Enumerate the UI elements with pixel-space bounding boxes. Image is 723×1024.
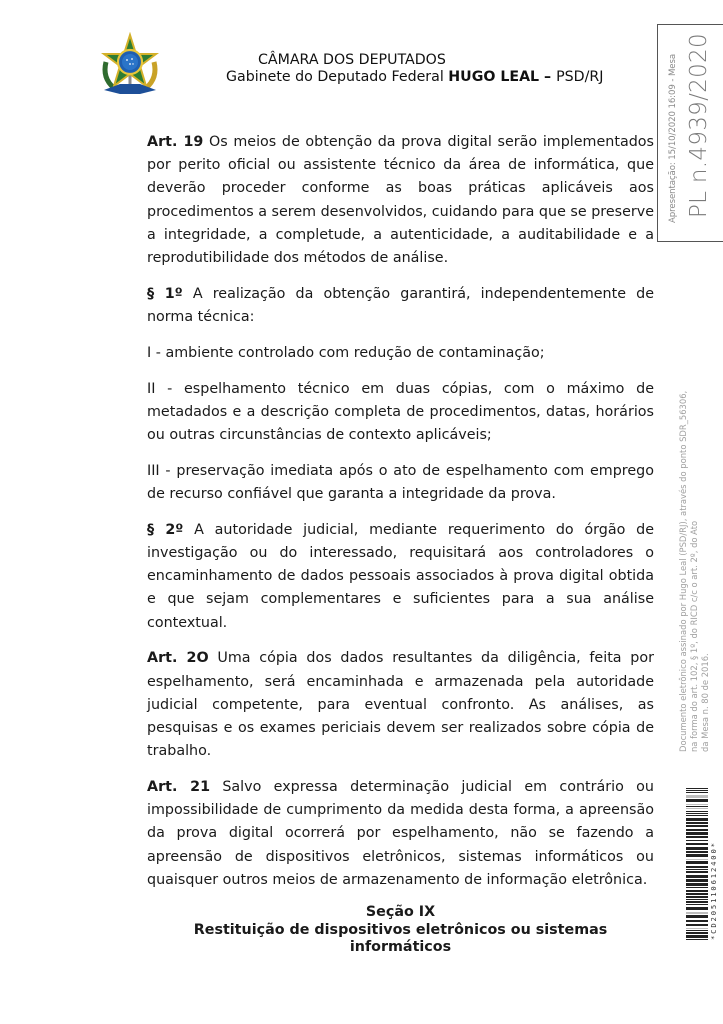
barcode-bar: [686, 840, 708, 841]
section-title-continued: informáticos: [349, 939, 452, 956]
presentation-date: Apresentação: 15/10/2020 16:09 - Mesa: [668, 53, 678, 223]
barcode-bar: [686, 932, 708, 934]
party: PSD/RJ: [556, 69, 604, 85]
barcode-bar: [686, 871, 708, 873]
section-number: Seção IX: [365, 904, 436, 921]
barcode-bar: [686, 939, 708, 940]
barcode-bar: [686, 920, 708, 922]
barcode-bar: [686, 815, 708, 816]
letterhead: [226, 52, 603, 86]
article-label: Art. 2O: [147, 650, 209, 667]
paragraph-2: [147, 519, 654, 635]
office-prefix: Gabinete do Deputado Federal: [226, 69, 449, 85]
barcode-bar: [686, 899, 708, 900]
barcode-bar: [686, 811, 708, 812]
barcode-bar: [686, 799, 708, 802]
article-21: [147, 776, 654, 892]
coat-of-arms-icon: [98, 32, 162, 98]
barcode-bar: [686, 887, 708, 888]
barcode-bar: [686, 829, 708, 831]
barcode-bar: [686, 790, 708, 791]
barcode-bar: [686, 901, 708, 903]
barcode-bar: [686, 890, 708, 892]
barcode-bar: [686, 804, 708, 805]
item-i: [147, 342, 654, 365]
barcode-bar: [686, 818, 708, 821]
item-ii: [147, 378, 654, 448]
paragraph-text: A realização da obtenção garantirá, independentemente de norma técnica:: [147, 285, 655, 326]
article-text: Os meios de obtenção da prova digital serão implementados por perito oficial ou assistente técnico da área de informática, que deverão proceder conforme as boas práticas aplicáveis aos procedimentos a serem desenvolvidos, cuidando para que se preserve a integridade, a completude, a autenticidade, a auditabilidade e a reprodutibilidade dos métodos de análise.: [147, 134, 655, 267]
signature-note-line: Documento eletrônico assinado por Hugo Leal (PSD/RJ), através do ponto SDR_56306,: [678, 390, 688, 752]
institution-name: CÂMARA DOS DEPUTADOS: [258, 52, 446, 68]
barcode-bar: [686, 893, 708, 895]
paragraph-text: A autoridade judicial, mediante requerimento do órgão de investigação ou do interessado, requisitará aos controladores o encaminhamento de dados pessoais associados à prova digital obtida e que sejam complementares e suficientes para a sua análise contextual.: [147, 521, 655, 631]
barcode-bar: [686, 851, 708, 853]
barcode-bar: [686, 788, 708, 789]
barcode-bar: [686, 813, 708, 814]
item-text: II - espelhamento técnico em duas cópias, com o máximo de metadados e a descrição completa de procedimentos, datas, horários ou outras circunstâncias de contexto aplicáveis;: [147, 380, 654, 444]
barcode-bar: [686, 904, 708, 905]
barcode-bar: [686, 847, 708, 850]
barcode-bar: [686, 924, 708, 926]
barcode-bar: [686, 795, 708, 798]
barcode-bar: [686, 859, 708, 860]
barcode-bar: [686, 869, 708, 870]
section-title: Restituição de dispositivos eletrônicos ou sistemas: [193, 921, 608, 938]
article-label: Art. 21: [147, 779, 211, 796]
paragraph-label: § 1º: [147, 285, 183, 302]
barcode-bar: [686, 861, 708, 864]
paragraph-label: § 2º: [147, 521, 184, 538]
article-label: Art. 19: [147, 134, 204, 150]
barcode-bar: [686, 879, 708, 882]
barcode-bar: [686, 928, 708, 929]
article-20: [147, 647, 654, 763]
office-line: [226, 69, 603, 86]
section-heading: [147, 904, 654, 957]
barcode-bar: [686, 792, 708, 793]
article-text: Uma cópia dos dados resultantes da diligência, feita por espelhamento, será encaminhada e armazenada pela autoridade judicial competente, para eventual confronto. As análises, as pesquisas e os exames periciais devem ser realizados sobre cópia de trabalho.: [147, 650, 654, 760]
barcode-bar: [686, 832, 708, 835]
barcode-bar: [686, 843, 708, 845]
barcode-code: *CD205110612400*: [709, 841, 718, 940]
bill-number: PL n.4939/2020: [686, 33, 712, 218]
barcode-bar: [686, 806, 708, 807]
document-body: [147, 131, 654, 957]
barcode-bar: [686, 883, 708, 886]
barcode-bar: [686, 935, 708, 938]
barcode-bar: [686, 822, 708, 824]
item-text: III - preservação imediata após o ato de espelhamento com emprego de recurso confiável que garanta a integridade da prova.: [147, 462, 654, 503]
barcode-bar: [686, 866, 708, 868]
item-text: I - ambiente controlado com redução de contaminação;: [147, 344, 545, 361]
barcode-bar: [686, 915, 708, 918]
barcode-bar: [686, 836, 708, 838]
barcode: [686, 788, 708, 940]
barcode-bar: [686, 854, 708, 857]
paragraph-1: [147, 283, 654, 329]
item-iii: [147, 460, 654, 506]
electronic-signature-note: [678, 391, 710, 752]
barcode-bar: [686, 825, 708, 827]
barcode-bar: [686, 912, 708, 914]
signature-note-line: da Mesa n. 80 de 2016.: [699, 653, 710, 752]
article-text: Salvo expressa determinação judicial em contrário ou impossibilidade de cumprimento da medida desta forma, a apreensão da prova digital ocorrerá por espelhamento, não se fazendo a apreensão de dispositivos eletrônicos, sistemas informáticos ou quaisquer outros meios de armazenamento de informação eletrônica.: [147, 779, 654, 888]
barcode-bar: [686, 896, 708, 898]
barcode-bar: [686, 930, 708, 931]
deputy-name: HUGO LEAL: [448, 69, 540, 85]
name-party-dash: –: [539, 69, 557, 85]
article-19: [147, 131, 654, 270]
signature-note-line: na forma do art. 102, § 1º, do RICD c/c o art. 2º, do Ato: [688, 520, 699, 752]
barcode-bar: [686, 907, 708, 910]
barcode-bar: [686, 875, 708, 878]
barcode-bar: [686, 808, 708, 809]
